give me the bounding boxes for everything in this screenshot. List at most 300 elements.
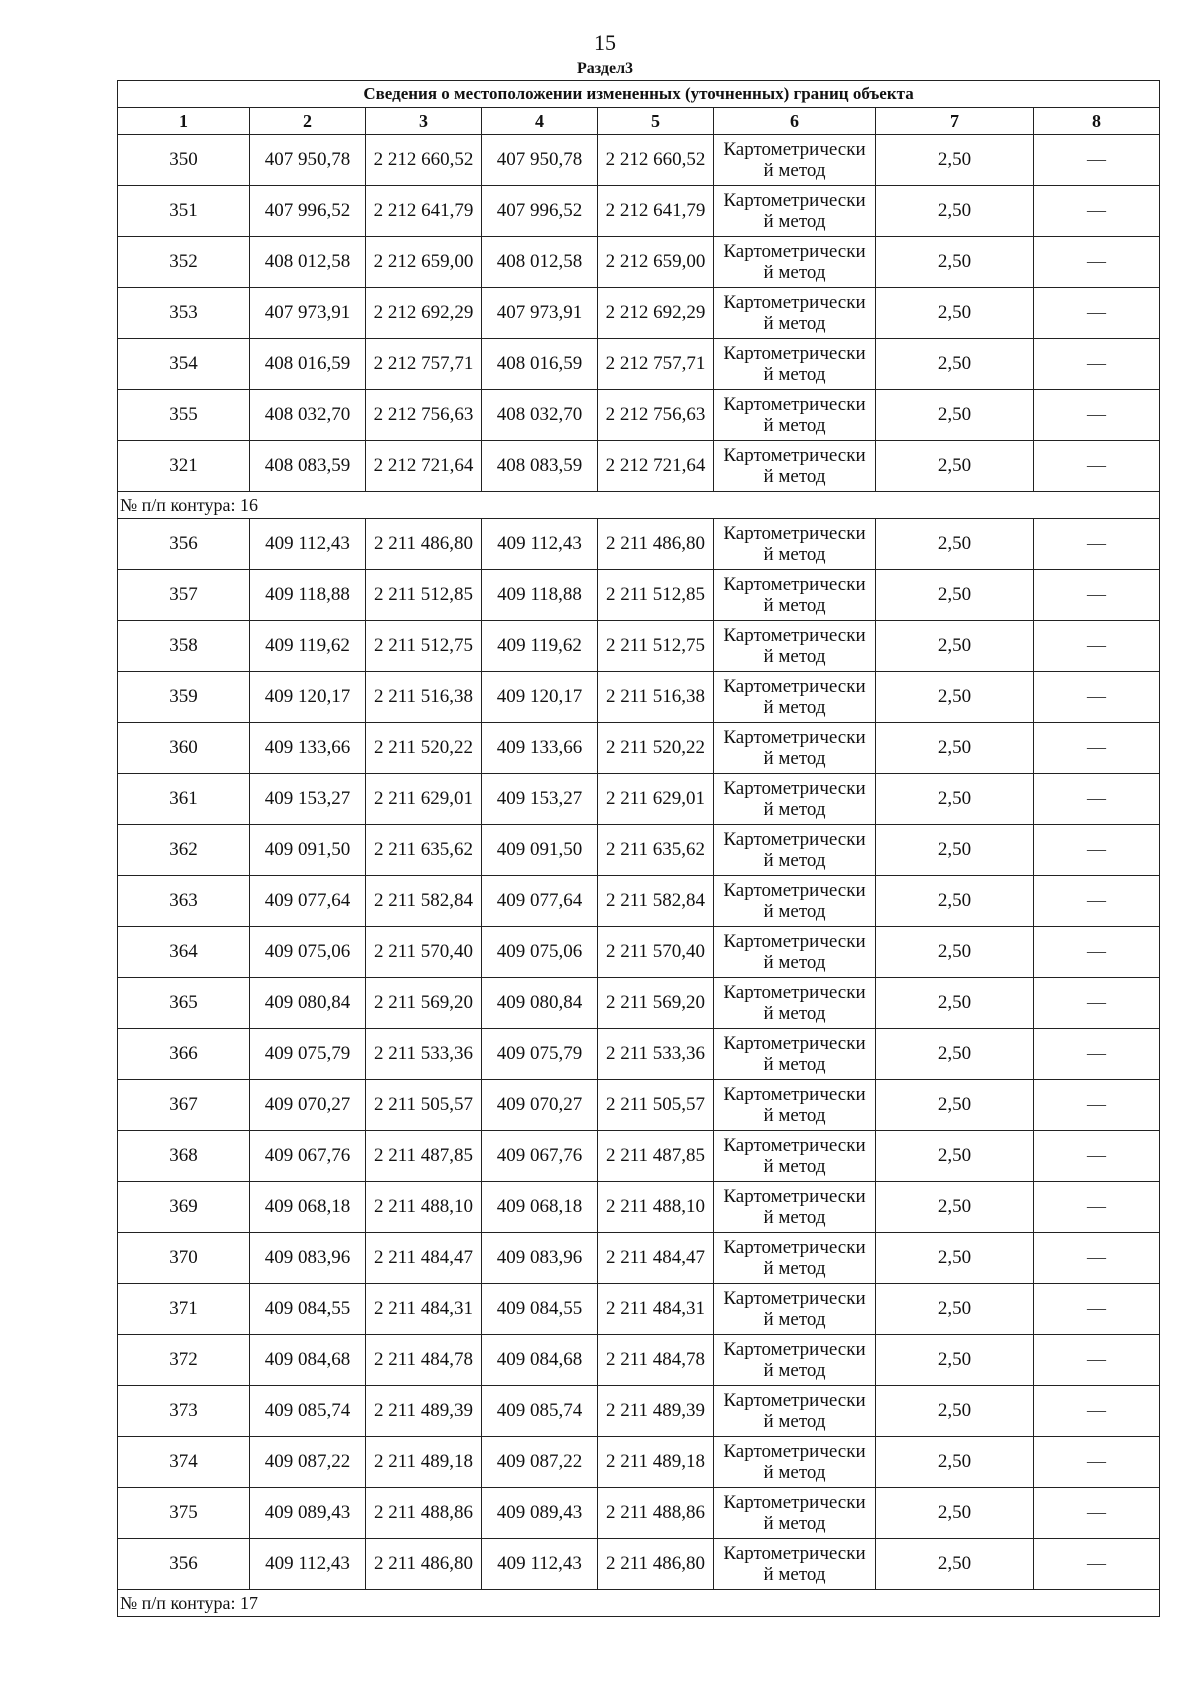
method-text-line: й метод — [763, 850, 826, 871]
table-row — [118, 1437, 1160, 1488]
table-row — [118, 1080, 1160, 1131]
y-old-cell: 2 212 660,52 — [366, 135, 482, 186]
y-new-cell: 2 212 660,52 — [598, 135, 714, 186]
y-new-cell: 2 211 488,10 — [598, 1182, 714, 1233]
x-new-cell: 409 084,68 — [482, 1335, 598, 1386]
point-number-cell: 364 — [118, 927, 250, 978]
y-new-cell: 2 211 505,57 — [598, 1080, 714, 1131]
point-number-cell: 352 — [118, 237, 250, 288]
method-text-line: й метод — [763, 262, 826, 283]
x-new-cell: 407 973,91 — [482, 288, 598, 339]
accuracy-cell: 2,50 — [876, 1437, 1034, 1488]
x-old-cell: 409 089,43 — [250, 1488, 366, 1539]
x-new-cell: 409 080,84 — [482, 978, 598, 1029]
method-text-line: й метод — [763, 646, 826, 667]
method-text-line: Картометрически — [723, 727, 866, 748]
y-old-cell: 2 211 484,31 — [366, 1284, 482, 1335]
method-text-line: Картометрически — [723, 1543, 866, 1564]
description-cell: — — [1034, 1386, 1160, 1437]
x-old-cell: 409 119,62 — [250, 621, 366, 672]
x-new-cell: 409 112,43 — [482, 519, 598, 570]
method-cell — [714, 570, 876, 621]
method-text-line: й метод — [763, 364, 826, 385]
method-cell — [714, 288, 876, 339]
method-text-line: Картометрически — [723, 190, 866, 211]
point-number-cell: 360 — [118, 723, 250, 774]
x-new-cell: 407 996,52 — [482, 186, 598, 237]
method-text-line: Картометрически — [723, 574, 866, 595]
y-old-cell: 2 212 659,00 — [366, 237, 482, 288]
table-row — [118, 1488, 1160, 1539]
point-number-cell: 353 — [118, 288, 250, 339]
x-old-cell: 409 112,43 — [250, 1539, 366, 1590]
method-cell — [714, 186, 876, 237]
y-old-cell: 2 211 489,18 — [366, 1437, 482, 1488]
y-new-cell: 2 211 487,85 — [598, 1131, 714, 1182]
method-cell — [714, 1029, 876, 1080]
description-cell: — — [1034, 723, 1160, 774]
accuracy-cell: 2,50 — [876, 927, 1034, 978]
x-old-cell: 409 112,43 — [250, 519, 366, 570]
point-number-cell: 366 — [118, 1029, 250, 1080]
point-number-cell: 368 — [118, 1131, 250, 1182]
contour-label-row — [118, 492, 1160, 519]
method-text-line: Картометрически — [723, 394, 866, 415]
accuracy-cell: 2,50 — [876, 1182, 1034, 1233]
description-cell: — — [1034, 1233, 1160, 1284]
accuracy-cell: 2,50 — [876, 1335, 1034, 1386]
y-new-cell: 2 212 692,29 — [598, 288, 714, 339]
point-number-cell: 374 — [118, 1437, 250, 1488]
method-cell — [714, 1335, 876, 1386]
x-old-cell: 409 084,68 — [250, 1335, 366, 1386]
accuracy-cell: 2,50 — [876, 672, 1034, 723]
description-cell: — — [1034, 288, 1160, 339]
method-cell — [714, 1488, 876, 1539]
description-cell: — — [1034, 135, 1160, 186]
description-cell: — — [1034, 1029, 1160, 1080]
method-cell — [714, 1080, 876, 1131]
method-text-line: й метод — [763, 799, 826, 820]
x-old-cell: 407 996,52 — [250, 186, 366, 237]
method-cell — [714, 1182, 876, 1233]
method-cell — [714, 135, 876, 186]
table-row — [118, 519, 1160, 570]
method-text-line: Картометрически — [723, 1186, 866, 1207]
description-cell: — — [1034, 339, 1160, 390]
accuracy-cell: 2,50 — [876, 1233, 1034, 1284]
y-old-cell: 2 211 489,39 — [366, 1386, 482, 1437]
method-text-line: Картометрически — [723, 241, 866, 262]
x-old-cell: 409 075,06 — [250, 927, 366, 978]
y-old-cell: 2 211 635,62 — [366, 825, 482, 876]
y-old-cell: 2 211 484,47 — [366, 1233, 482, 1284]
description-cell: — — [1034, 519, 1160, 570]
y-new-cell: 2 211 486,80 — [598, 519, 714, 570]
method-cell — [714, 825, 876, 876]
accuracy-cell: 2,50 — [876, 723, 1034, 774]
method-text-line: й метод — [763, 1258, 826, 1279]
method-text-line: й метод — [763, 697, 826, 718]
y-new-cell: 2 211 516,38 — [598, 672, 714, 723]
method-text-line: й метод — [763, 1207, 826, 1228]
method-text-line: Картометрически — [723, 139, 866, 160]
x-old-cell: 409 084,55 — [250, 1284, 366, 1335]
description-cell: — — [1034, 1080, 1160, 1131]
x-old-cell: 409 070,27 — [250, 1080, 366, 1131]
table-row — [118, 339, 1160, 390]
method-cell — [714, 390, 876, 441]
page-number: 15 — [594, 30, 616, 55]
method-text-line: Картометрически — [723, 1492, 866, 1513]
column-number: 7 — [876, 108, 1034, 135]
method-text-line: Картометрически — [723, 1390, 866, 1411]
method-cell — [714, 876, 876, 927]
x-old-cell: 409 118,88 — [250, 570, 366, 621]
method-cell — [714, 774, 876, 825]
y-new-cell: 2 212 721,64 — [598, 441, 714, 492]
x-new-cell: 409 075,79 — [482, 1029, 598, 1080]
y-new-cell: 2 211 484,47 — [598, 1233, 714, 1284]
description-cell: — — [1034, 1488, 1160, 1539]
method-text-line: Картометрически — [723, 1237, 866, 1258]
x-new-cell: 409 120,17 — [482, 672, 598, 723]
point-number-cell: 363 — [118, 876, 250, 927]
y-old-cell: 2 211 488,86 — [366, 1488, 482, 1539]
x-old-cell: 409 087,22 — [250, 1437, 366, 1488]
accuracy-cell: 2,50 — [876, 135, 1034, 186]
method-text-line: Картометрически — [723, 523, 866, 544]
column-number: 3 — [366, 108, 482, 135]
y-new-cell: 2 211 569,20 — [598, 978, 714, 1029]
table-row — [118, 876, 1160, 927]
x-new-cell: 409 153,27 — [482, 774, 598, 825]
accuracy-cell: 2,50 — [876, 1080, 1034, 1131]
table-row — [118, 1182, 1160, 1233]
method-text-line: Картометрически — [723, 931, 866, 952]
x-new-cell: 409 084,55 — [482, 1284, 598, 1335]
method-text-line: й метод — [763, 1462, 826, 1483]
x-new-cell: 408 016,59 — [482, 339, 598, 390]
y-new-cell: 2 212 757,71 — [598, 339, 714, 390]
description-cell: — — [1034, 978, 1160, 1029]
y-new-cell: 2 211 489,18 — [598, 1437, 714, 1488]
point-number-cell: 370 — [118, 1233, 250, 1284]
description-cell: — — [1034, 672, 1160, 723]
point-number-cell: 351 — [118, 186, 250, 237]
table-row — [118, 288, 1160, 339]
y-new-cell: 2 211 635,62 — [598, 825, 714, 876]
point-number-cell: 321 — [118, 441, 250, 492]
method-text-line: й метод — [763, 952, 826, 973]
method-cell — [714, 1284, 876, 1335]
table-row — [118, 390, 1160, 441]
x-old-cell: 409 077,64 — [250, 876, 366, 927]
accuracy-cell: 2,50 — [876, 288, 1034, 339]
method-cell — [714, 1539, 876, 1590]
y-old-cell: 2 211 486,80 — [366, 519, 482, 570]
accuracy-cell: 2,50 — [876, 1386, 1034, 1437]
y-old-cell: 2 212 757,71 — [366, 339, 482, 390]
y-new-cell: 2 211 520,22 — [598, 723, 714, 774]
description-cell: — — [1034, 1131, 1160, 1182]
method-text-line: Картометрически — [723, 1033, 866, 1054]
y-new-cell: 2 211 512,75 — [598, 621, 714, 672]
method-text-line: й метод — [763, 1054, 826, 1075]
description-cell: — — [1034, 1437, 1160, 1488]
x-new-cell: 409 067,76 — [482, 1131, 598, 1182]
point-number-cell: 356 — [118, 1539, 250, 1590]
y-old-cell: 2 211 629,01 — [366, 774, 482, 825]
accuracy-cell: 2,50 — [876, 390, 1034, 441]
y-old-cell: 2 212 692,29 — [366, 288, 482, 339]
accuracy-cell: 2,50 — [876, 621, 1034, 672]
method-cell — [714, 978, 876, 1029]
method-text-line: й метод — [763, 1003, 826, 1024]
method-text-line: Картометрически — [723, 982, 866, 1003]
column-number: 8 — [1034, 108, 1160, 135]
point-number-cell: 372 — [118, 1335, 250, 1386]
accuracy-cell: 2,50 — [876, 825, 1034, 876]
method-cell — [714, 237, 876, 288]
column-number: 6 — [714, 108, 876, 135]
column-number: 1 — [118, 108, 250, 135]
x-old-cell: 409 085,74 — [250, 1386, 366, 1437]
accuracy-cell: 2,50 — [876, 1488, 1034, 1539]
method-cell — [714, 519, 876, 570]
section-title: Раздел3 — [576, 60, 634, 77]
accuracy-cell: 2,50 — [876, 186, 1034, 237]
method-text-line: й метод — [763, 1105, 826, 1126]
y-old-cell: 2 211 505,57 — [366, 1080, 482, 1131]
method-cell — [714, 441, 876, 492]
description-cell: — — [1034, 825, 1160, 876]
y-new-cell: 2 211 512,85 — [598, 570, 714, 621]
y-old-cell: 2 211 488,10 — [366, 1182, 482, 1233]
table-row — [118, 1335, 1160, 1386]
x-old-cell: 409 091,50 — [250, 825, 366, 876]
point-number-cell: 357 — [118, 570, 250, 621]
method-text-line: Картометрически — [723, 778, 866, 799]
y-new-cell: 2 212 756,63 — [598, 390, 714, 441]
method-text-line: Картометрически — [723, 625, 866, 646]
accuracy-cell: 2,50 — [876, 1131, 1034, 1182]
table-row — [118, 1386, 1160, 1437]
x-new-cell: 409 070,27 — [482, 1080, 598, 1131]
accuracy-cell: 2,50 — [876, 441, 1034, 492]
accuracy-cell: 2,50 — [876, 237, 1034, 288]
method-text-line: Картометрически — [723, 829, 866, 850]
x-new-cell: 409 089,43 — [482, 1488, 598, 1539]
method-cell — [714, 1233, 876, 1284]
y-old-cell: 2 211 570,40 — [366, 927, 482, 978]
table-row — [118, 723, 1160, 774]
x-old-cell: 408 016,59 — [250, 339, 366, 390]
table-row — [118, 1233, 1160, 1284]
accuracy-cell: 2,50 — [876, 1029, 1034, 1080]
method-cell — [714, 1386, 876, 1437]
description-cell: — — [1034, 441, 1160, 492]
table-row — [118, 978, 1160, 1029]
y-old-cell: 2 211 512,75 — [366, 621, 482, 672]
x-new-cell: 409 083,96 — [482, 1233, 598, 1284]
table-row — [118, 1284, 1160, 1335]
x-new-cell: 409 087,22 — [482, 1437, 598, 1488]
method-text-line: Картометрически — [723, 1339, 866, 1360]
x-old-cell: 409 120,17 — [250, 672, 366, 723]
description-cell: — — [1034, 876, 1160, 927]
point-number-cell: 375 — [118, 1488, 250, 1539]
x-new-cell: 408 032,70 — [482, 390, 598, 441]
y-new-cell: 2 211 533,36 — [598, 1029, 714, 1080]
x-new-cell: 409 077,64 — [482, 876, 598, 927]
x-new-cell: 409 085,74 — [482, 1386, 598, 1437]
x-old-cell: 407 950,78 — [250, 135, 366, 186]
table-row — [118, 1029, 1160, 1080]
y-new-cell: 2 211 484,78 — [598, 1335, 714, 1386]
method-cell — [714, 927, 876, 978]
y-old-cell: 2 211 582,84 — [366, 876, 482, 927]
method-text-line: й метод — [763, 1309, 826, 1330]
method-cell — [714, 1437, 876, 1488]
description-cell: — — [1034, 570, 1160, 621]
contour-label: № п/п контура: 16 — [118, 492, 1160, 519]
method-text-line: й метод — [763, 901, 826, 922]
table-caption-row — [118, 81, 1160, 108]
accuracy-cell: 2,50 — [876, 774, 1034, 825]
contour-label: № п/п контура: 17 — [118, 1590, 1160, 1617]
method-text-line: Картометрически — [723, 445, 866, 466]
y-old-cell: 2 211 486,80 — [366, 1539, 482, 1590]
y-new-cell: 2 212 641,79 — [598, 186, 714, 237]
description-cell: — — [1034, 1182, 1160, 1233]
column-number: 5 — [598, 108, 714, 135]
accuracy-cell: 2,50 — [876, 339, 1034, 390]
method-text-line: Картометрически — [723, 1135, 866, 1156]
table-row — [118, 186, 1160, 237]
x-old-cell: 409 083,96 — [250, 1233, 366, 1284]
y-new-cell: 2 211 484,31 — [598, 1284, 714, 1335]
x-new-cell: 407 950,78 — [482, 135, 598, 186]
method-cell — [714, 621, 876, 672]
table-row — [118, 135, 1160, 186]
point-number-cell: 361 — [118, 774, 250, 825]
y-new-cell: 2 211 629,01 — [598, 774, 714, 825]
x-old-cell: 408 032,70 — [250, 390, 366, 441]
y-new-cell: 2 211 488,86 — [598, 1488, 714, 1539]
y-new-cell: 2 211 489,39 — [598, 1386, 714, 1437]
x-old-cell: 409 067,76 — [250, 1131, 366, 1182]
description-cell: — — [1034, 621, 1160, 672]
x-old-cell: 409 068,18 — [250, 1182, 366, 1233]
y-old-cell: 2 211 520,22 — [366, 723, 482, 774]
x-new-cell: 409 112,43 — [482, 1539, 598, 1590]
point-number-cell: 350 — [118, 135, 250, 186]
y-old-cell: 2 211 533,36 — [366, 1029, 482, 1080]
method-text-line: Картометрически — [723, 292, 866, 313]
point-number-cell: 359 — [118, 672, 250, 723]
method-text-line: й метод — [763, 1360, 826, 1381]
method-text-line: Картометрически — [723, 880, 866, 901]
column-number: 2 — [250, 108, 366, 135]
method-cell — [714, 672, 876, 723]
y-old-cell: 2 212 641,79 — [366, 186, 482, 237]
y-new-cell: 2 212 659,00 — [598, 237, 714, 288]
point-number-cell: 355 — [118, 390, 250, 441]
accuracy-cell: 2,50 — [876, 1284, 1034, 1335]
y-old-cell: 2 211 516,38 — [366, 672, 482, 723]
x-new-cell: 408 012,58 — [482, 237, 598, 288]
description-cell: — — [1034, 1335, 1160, 1386]
column-number-row — [118, 108, 1160, 135]
table-row — [118, 927, 1160, 978]
method-text-line: й метод — [763, 415, 826, 436]
point-number-cell: 369 — [118, 1182, 250, 1233]
accuracy-cell: 2,50 — [876, 876, 1034, 927]
accuracy-cell: 2,50 — [876, 570, 1034, 621]
x-new-cell: 409 119,62 — [482, 621, 598, 672]
description-cell: — — [1034, 186, 1160, 237]
y-old-cell: 2 212 756,63 — [366, 390, 482, 441]
y-old-cell: 2 212 721,64 — [366, 441, 482, 492]
table-row — [118, 621, 1160, 672]
x-new-cell: 409 133,66 — [482, 723, 598, 774]
y-new-cell: 2 211 486,80 — [598, 1539, 714, 1590]
description-cell: — — [1034, 1284, 1160, 1335]
accuracy-cell: 2,50 — [876, 519, 1034, 570]
accuracy-cell: 2,50 — [876, 978, 1034, 1029]
method-text-line: Картометрически — [723, 1441, 866, 1462]
description-cell: — — [1034, 1539, 1160, 1590]
point-number-cell: 356 — [118, 519, 250, 570]
point-number-cell: 354 — [118, 339, 250, 390]
method-cell — [714, 1131, 876, 1182]
table-row — [118, 774, 1160, 825]
y-old-cell: 2 211 487,85 — [366, 1131, 482, 1182]
y-old-cell: 2 211 484,78 — [366, 1335, 482, 1386]
table-row — [118, 1539, 1160, 1590]
x-old-cell: 409 080,84 — [250, 978, 366, 1029]
y-old-cell: 2 211 512,85 — [366, 570, 482, 621]
coordinates-table — [117, 80, 1160, 1617]
y-new-cell: 2 211 582,84 — [598, 876, 714, 927]
x-old-cell: 409 075,79 — [250, 1029, 366, 1080]
method-cell — [714, 723, 876, 774]
table-row — [118, 825, 1160, 876]
point-number-cell: 367 — [118, 1080, 250, 1131]
method-text-line: Картометрически — [723, 676, 866, 697]
x-old-cell: 409 153,27 — [250, 774, 366, 825]
point-number-cell: 373 — [118, 1386, 250, 1437]
x-new-cell: 409 075,06 — [482, 927, 598, 978]
description-cell: — — [1034, 390, 1160, 441]
y-new-cell: 2 211 570,40 — [598, 927, 714, 978]
table-caption: Сведения о местоположении измененных (уточненных) границ объекта — [118, 81, 1160, 108]
point-number-cell: 371 — [118, 1284, 250, 1335]
method-text-line: й метод — [763, 1156, 826, 1177]
method-text-line: й метод — [763, 466, 826, 487]
x-new-cell: 409 118,88 — [482, 570, 598, 621]
table-row — [118, 441, 1160, 492]
method-text-line: й метод — [763, 313, 826, 334]
table-row — [118, 570, 1160, 621]
x-old-cell: 408 012,58 — [250, 237, 366, 288]
description-cell: — — [1034, 774, 1160, 825]
method-text-line: й метод — [763, 1564, 826, 1585]
x-old-cell: 409 133,66 — [250, 723, 366, 774]
method-text-line: й метод — [763, 1513, 826, 1534]
point-number-cell: 358 — [118, 621, 250, 672]
